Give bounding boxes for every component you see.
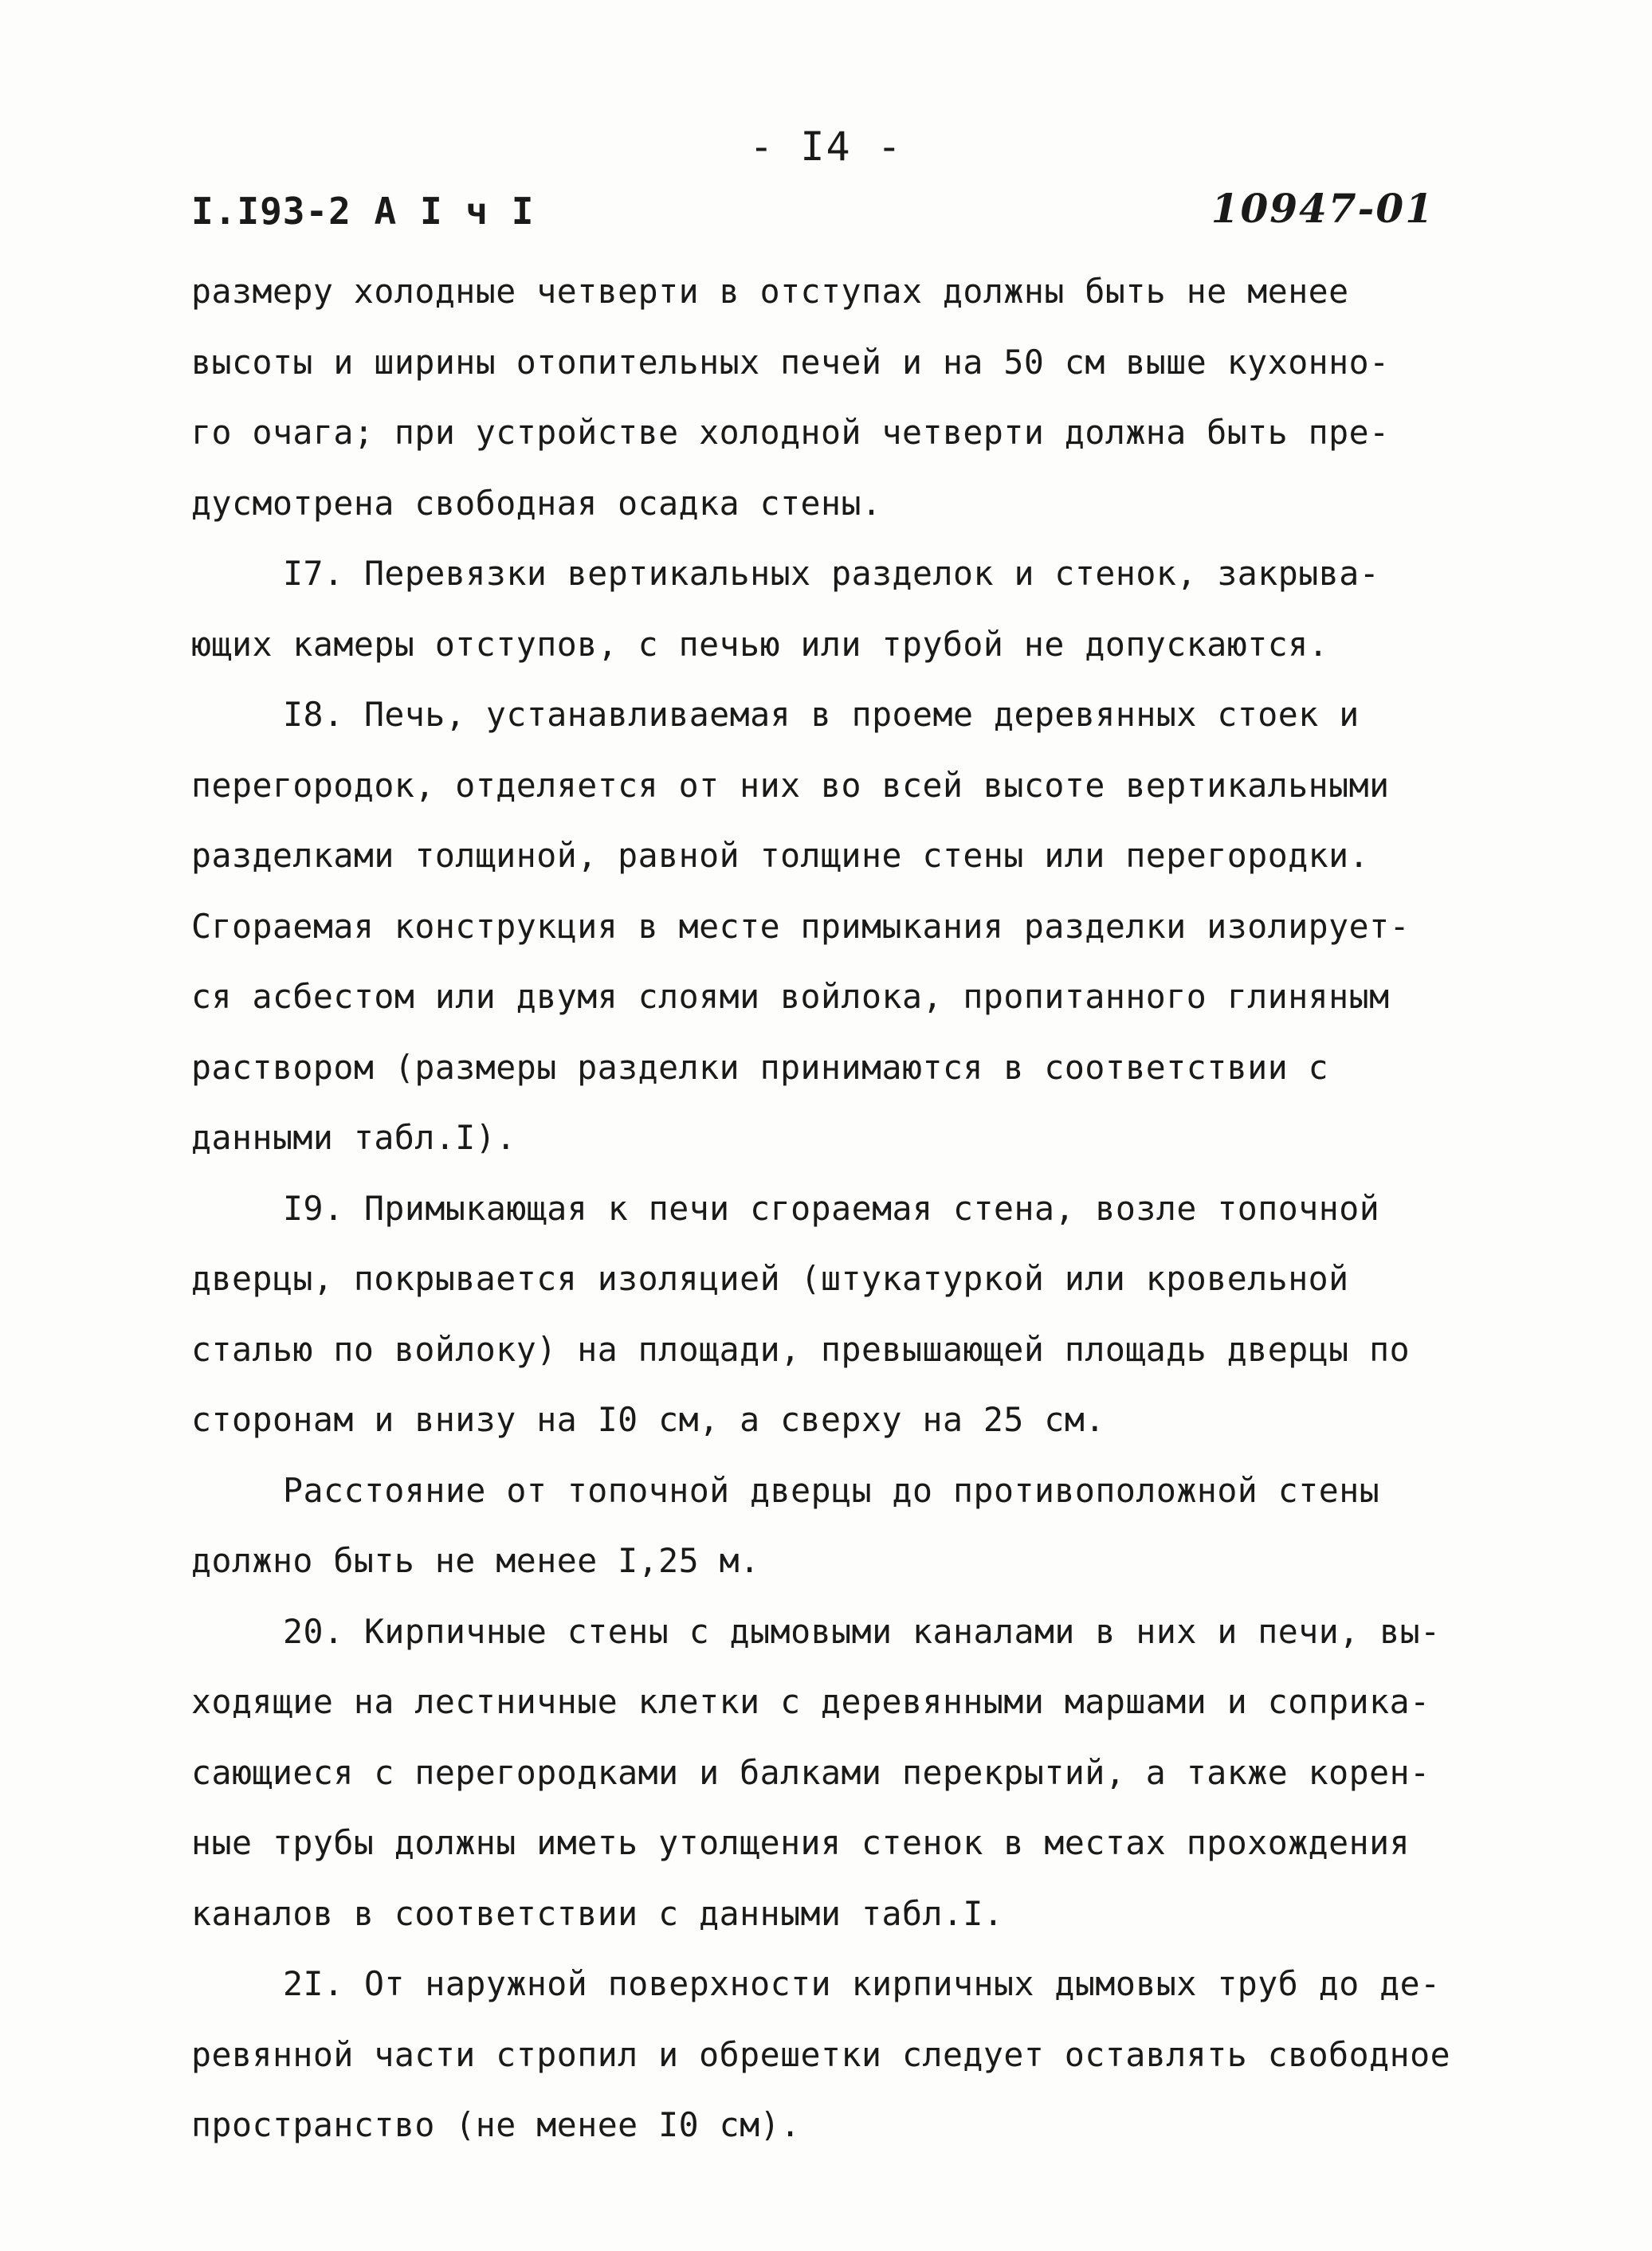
text-line: каналов в соответствии с данными табл.I. xyxy=(191,1893,1004,1933)
handwritten-inventory-number: 10947-01 xyxy=(1211,185,1434,232)
text-line: 20. Кирпичные стены с дымовыми каналами в них и печи, вы- xyxy=(283,1611,1441,1651)
text-line: разделками толщиной, равной толщине стены или перегородки. xyxy=(191,836,1370,875)
text-line: раствором (размеры разделки принимаются в соответствии с xyxy=(191,1047,1329,1087)
text-line: I8. Печь, устанавливаемая в проеме деревянных стоек и xyxy=(283,695,1360,734)
text-line: го очага; при устройстве холодной четверти должна быть пре- xyxy=(191,413,1390,452)
text-line: высоты и ширины отопительных печей и на 50 см выше кухонно- xyxy=(191,342,1390,382)
document-header xyxy=(191,185,1434,245)
text-line: I7. Перевязки вертикальных разделок и стенок, закрыва- xyxy=(283,554,1380,593)
text-line: ные трубы должны иметь утолщения стенок в местах прохождения xyxy=(191,1823,1411,1862)
document-code: I.I93-2 А I ч I xyxy=(191,190,535,233)
text-line: I9. Примыкающая к печи сгораемая стена, возле топочной xyxy=(283,1188,1380,1228)
document-body xyxy=(191,257,1546,2161)
text-line: перегородок, отделяется от них во всей высоте вертикальными xyxy=(191,765,1390,805)
text-line: дусмотрена свободная осадка стены. xyxy=(191,483,882,523)
text-line: дверцы, покрывается изоляцией (штукатуркой или кровельной xyxy=(191,1259,1349,1298)
text-line: ся асбестом или двумя слоями войлока, пропитанного глиняным xyxy=(191,977,1390,1016)
text-line: ходящие на лестничные клетки с деревянными маршами и соприка- xyxy=(191,1682,1430,1721)
text-line: 2I. От наружной поверхности кирпичных дымовых труб до де- xyxy=(283,1964,1441,2003)
text-line: сающиеся с перегородками и балками перекрытий, а также корен- xyxy=(191,1752,1430,1792)
text-line: ющих камеры отступов, с печью или трубой не допускаются. xyxy=(191,624,1329,664)
text-line: Расстояние от топочной дверцы до противоположной стены xyxy=(283,1470,1380,1510)
text-line: Сгораемая конструкция в месте примыкания разделки изолирует- xyxy=(191,906,1411,946)
text-line: размеру холодные четверти в отступах должны быть не менее xyxy=(191,272,1349,311)
text-line: сторонам и внизу на I0 см, а сверху на 25 см. xyxy=(191,1400,1105,1439)
text-line: должно быть не менее I,25 м. xyxy=(191,1541,760,1580)
text-line: сталью по войлоку) на площади, превышающей площадь дверцы по xyxy=(191,1329,1411,1369)
text-line: ревянной части стропил и обрешетки следует оставлять свободное xyxy=(191,2034,1451,2074)
text-line: пространство (не менее I0 см). xyxy=(191,2105,801,2144)
page-number: - I4 - xyxy=(749,124,903,170)
text-line: данными табл.I). xyxy=(191,1118,516,1157)
